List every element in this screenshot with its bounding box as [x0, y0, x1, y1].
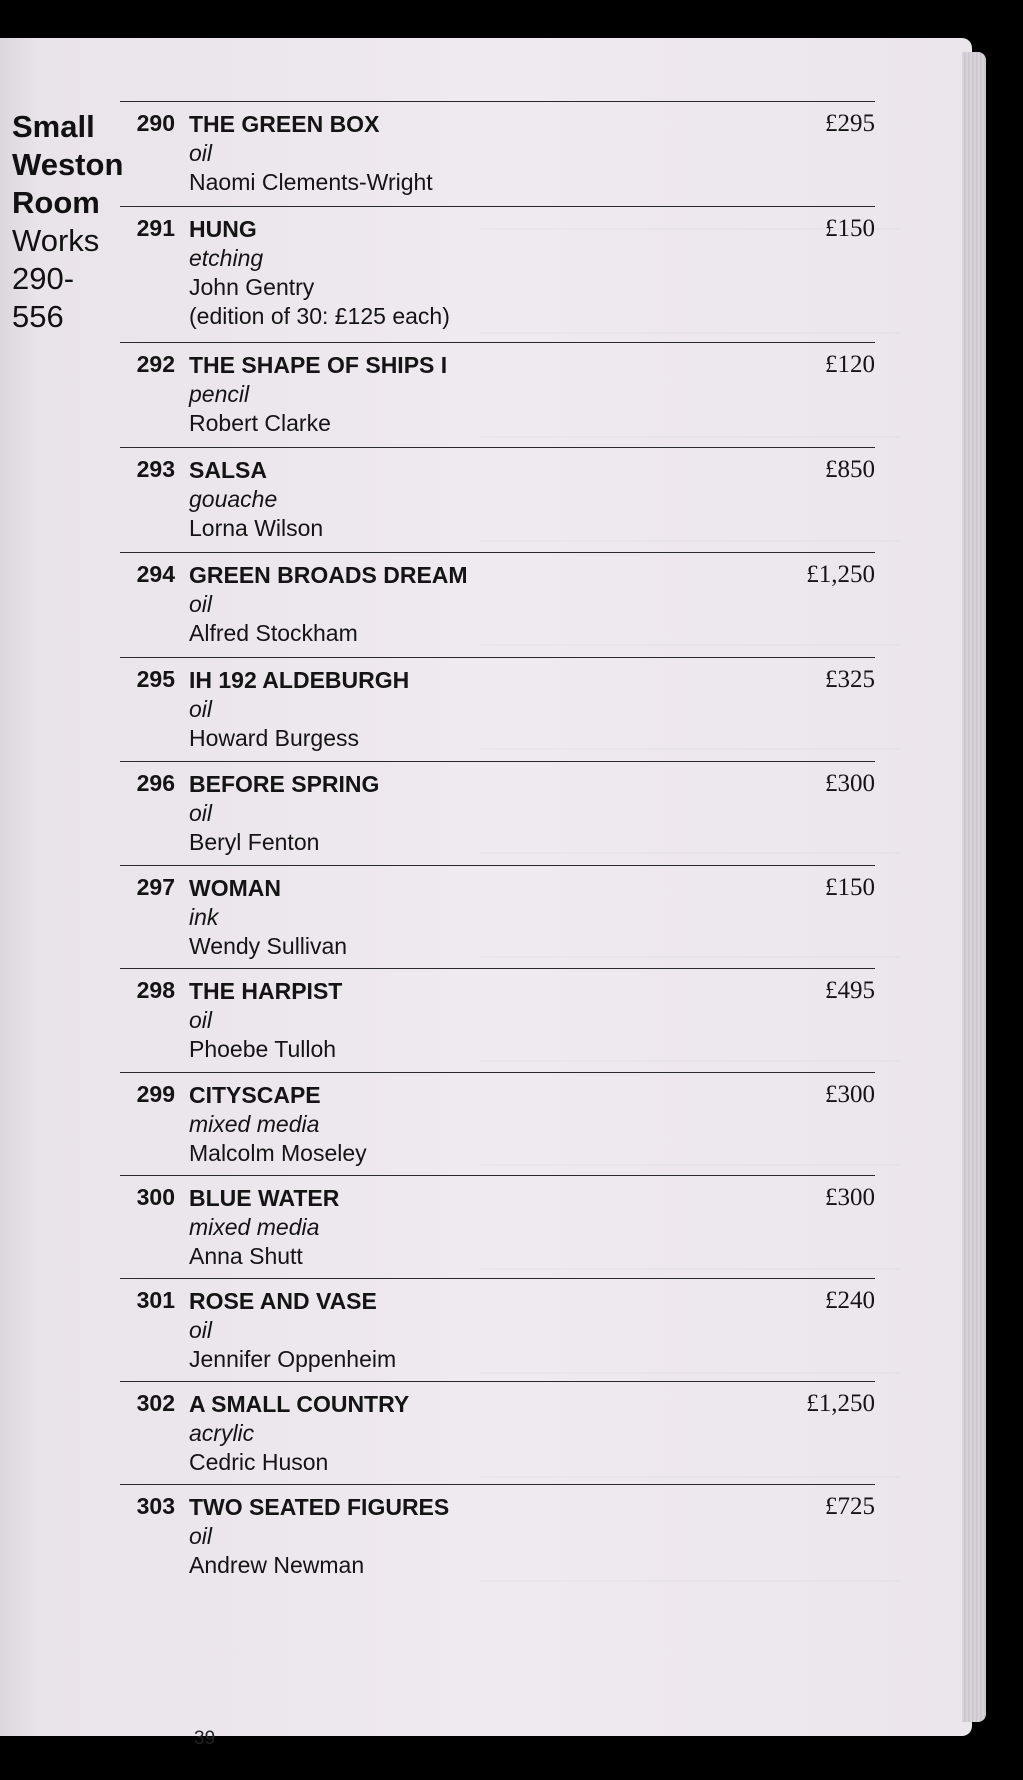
catalogue-entry	[120, 1072, 875, 1166]
entry-number: 294	[136, 561, 175, 587]
entry-details	[189, 456, 749, 543]
entry-price: £1,250	[806, 561, 875, 588]
catalogue-entry	[120, 1381, 875, 1475]
entry-artist: Robert Clarke	[189, 410, 331, 436]
entry-title: WOMAN	[189, 875, 281, 901]
section-heading-line: Room	[12, 185, 100, 220]
entry-medium: mixed media	[189, 1111, 320, 1137]
entry-medium: pencil	[189, 381, 250, 407]
section-heading-line: Small	[12, 109, 95, 144]
entry-details	[189, 351, 749, 438]
entry-artist: Andrew Newman	[189, 1552, 365, 1578]
entry-medium: oil	[189, 696, 213, 722]
entry-number: 292	[136, 351, 175, 377]
entry-artist: Lorna Wilson	[189, 515, 324, 541]
entry-price: £850	[825, 456, 875, 483]
entry-number: 296	[136, 770, 175, 796]
entry-number: 290	[136, 110, 175, 136]
entry-title: GREEN BROADS DREAM	[189, 562, 468, 588]
catalogue-entry	[120, 865, 875, 959]
entry-number: 298	[136, 977, 175, 1003]
entry-price: £120	[825, 351, 875, 378]
section-heading	[12, 108, 122, 336]
entry-artist: Phoebe Tulloh	[189, 1036, 337, 1062]
catalogue-entry	[120, 968, 875, 1062]
entry-title: THE SHAPE OF SHIPS I	[189, 352, 448, 378]
entry-price: £240	[825, 1287, 875, 1314]
entry-number: 302	[136, 1390, 175, 1416]
section-heading-line: Works	[12, 223, 100, 258]
entry-medium: oil	[189, 1317, 213, 1343]
entry-price: £300	[825, 770, 875, 797]
entry-title: HUNG	[189, 216, 257, 242]
entry-number: 293	[136, 456, 175, 482]
entry-details	[189, 977, 749, 1064]
entry-artist: Cedric Huson	[189, 1449, 329, 1475]
entry-price: £150	[825, 215, 875, 242]
entry-medium: oil	[189, 140, 213, 166]
entry-medium: oil	[189, 1007, 213, 1033]
catalogue-entry	[120, 552, 875, 646]
entry-number: 295	[136, 666, 175, 692]
catalogue-page	[0, 38, 972, 1749]
book-page-edges	[962, 52, 986, 1722]
entry-title: IH 192 ALDEBURGH	[189, 667, 410, 693]
entry-number: 301	[136, 1287, 175, 1313]
entry-title: A SMALL COUNTRY	[189, 1391, 410, 1417]
entry-number: 299	[136, 1081, 175, 1107]
entry-medium: acrylic	[189, 1420, 255, 1446]
entry-details	[189, 1390, 749, 1477]
entry-artist: Beryl Fenton	[189, 829, 320, 855]
page-number: 39	[194, 1728, 216, 1749]
entry-details	[189, 110, 749, 197]
entry-title: ROSE AND VASE	[189, 1288, 377, 1314]
entry-number: 291	[136, 215, 175, 241]
entry-artist: Alfred Stockham	[189, 620, 358, 646]
entry-medium: mixed media	[189, 1214, 320, 1240]
section-heading-line: 290-	[12, 261, 75, 296]
entry-medium: oil	[189, 1523, 213, 1549]
entry-title: BLUE WATER	[189, 1185, 340, 1211]
entry-artist: John Gentry	[189, 274, 315, 300]
entry-price: £725	[825, 1493, 875, 1520]
entry-details	[189, 666, 749, 753]
catalogue-entry	[120, 101, 875, 195]
entry-artist: Howard Burgess	[189, 725, 360, 751]
entry-number: 300	[136, 1184, 175, 1210]
entry-edition-note: (edition of 30: £125 each)	[189, 303, 450, 329]
entry-medium: oil	[189, 800, 213, 826]
entry-medium: etching	[189, 245, 264, 271]
entry-price: £300	[825, 1184, 875, 1211]
entry-details	[189, 874, 749, 961]
entry-price: £495	[825, 977, 875, 1004]
entry-price: £295	[825, 110, 875, 137]
entry-title: THE HARPIST	[189, 978, 343, 1004]
entry-title: THE GREEN BOX	[189, 111, 380, 137]
entry-artist: Malcolm Moseley	[189, 1140, 367, 1166]
catalogue-entry	[120, 761, 875, 855]
catalogue-entry	[120, 342, 875, 436]
entry-details	[189, 1184, 749, 1271]
catalogue-entry	[120, 1484, 875, 1578]
entry-price: £300	[825, 1081, 875, 1108]
entry-price: £325	[825, 666, 875, 693]
section-heading-line: Weston	[12, 147, 124, 182]
entry-details	[189, 1081, 749, 1168]
entry-details	[189, 561, 749, 648]
entry-price: £150	[825, 874, 875, 901]
catalogue-entry	[120, 447, 875, 541]
entry-artist: Naomi Clements-Wright	[189, 169, 433, 195]
catalogue-entry	[120, 657, 875, 751]
entry-title: TWO SEATED FIGURES	[189, 1494, 450, 1520]
entry-number: 297	[136, 874, 175, 900]
entry-details	[189, 1287, 749, 1374]
entry-title: BEFORE SPRING	[189, 771, 380, 797]
entry-medium: gouache	[189, 486, 278, 512]
entry-medium: ink	[189, 904, 219, 930]
catalogue-entry	[120, 1278, 875, 1372]
section-heading-line: 556	[12, 299, 64, 334]
entry-artist: Wendy Sullivan	[189, 933, 348, 959]
entry-artist: Jennifer Oppenheim	[189, 1346, 397, 1372]
entry-details	[189, 215, 749, 331]
entry-artist: Anna Shutt	[189, 1243, 303, 1269]
entry-number: 303	[136, 1493, 175, 1519]
entry-title: CITYSCAPE	[189, 1082, 321, 1108]
entry-title: SALSA	[189, 457, 267, 483]
entry-details	[189, 1493, 749, 1580]
catalogue-entry	[120, 206, 875, 329]
entry-price: £1,250	[806, 1390, 875, 1417]
entry-medium: oil	[189, 591, 213, 617]
entry-details	[189, 770, 749, 857]
catalogue-entry	[120, 1175, 875, 1269]
